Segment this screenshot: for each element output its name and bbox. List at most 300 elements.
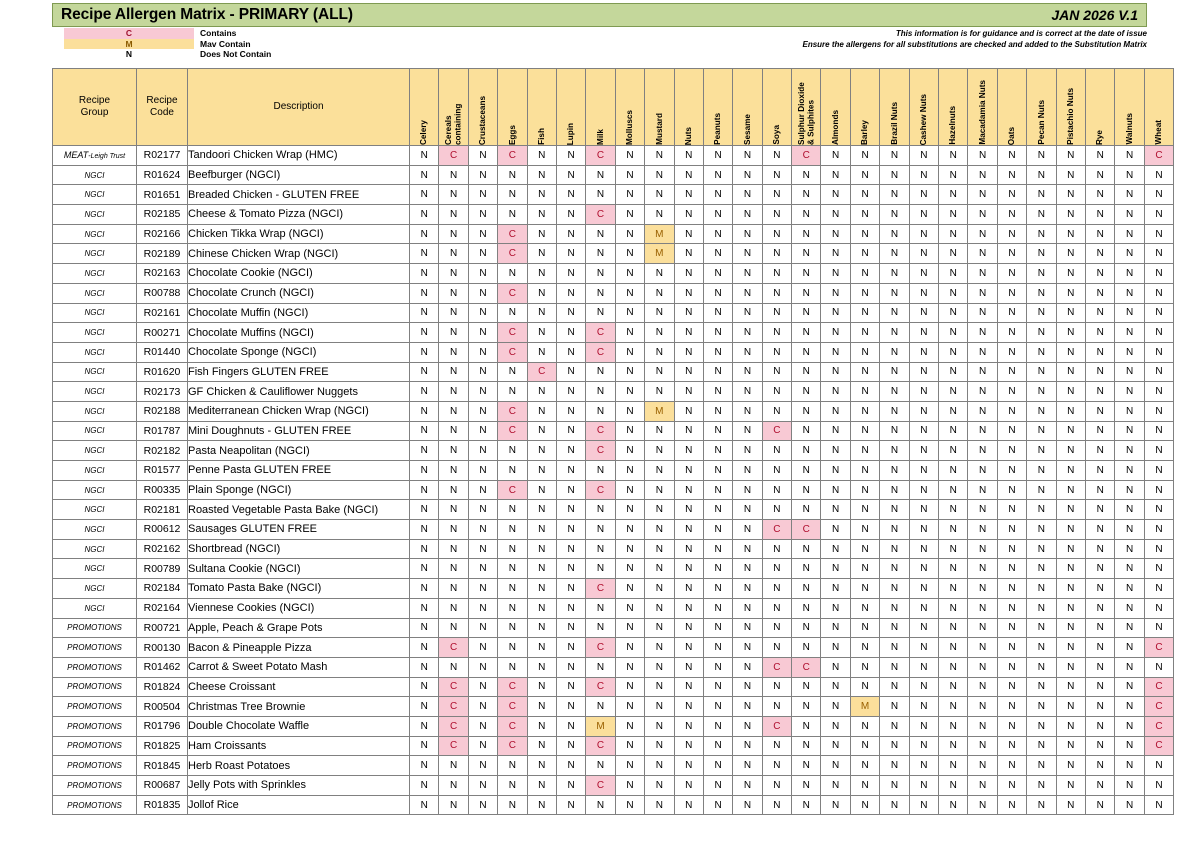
allergen-value-cell: C xyxy=(586,146,615,166)
allergen-value-cell: N xyxy=(468,421,497,441)
recipe-description-cell: Penne Pasta GLUTEN FREE xyxy=(188,461,410,481)
recipe-group-cell: PROMOTIONS xyxy=(53,677,137,697)
allergen-value-cell: N xyxy=(909,618,938,638)
allergen-value-cell: N xyxy=(645,559,674,579)
table-row xyxy=(53,559,1174,579)
allergen-value-cell: N xyxy=(527,264,556,284)
allergen-value-cell: N xyxy=(968,776,997,796)
allergen-value-cell: N xyxy=(1056,146,1085,166)
allergen-value-cell: N xyxy=(850,480,879,500)
allergen-value-cell: N xyxy=(439,598,468,618)
allergen-value-cell: N xyxy=(1056,716,1085,736)
allergen-value-cell: N xyxy=(850,579,879,599)
allergen-value-cell: N xyxy=(615,283,644,303)
allergen-value-cell: N xyxy=(821,677,850,697)
allergen-value-cell: N xyxy=(586,795,615,815)
allergen-value-cell: N xyxy=(1085,283,1114,303)
allergen-value-cell: N xyxy=(498,264,527,284)
allergen-value-cell: N xyxy=(468,736,497,756)
allergen-value-cell: N xyxy=(968,205,997,225)
allergen-value-cell: N xyxy=(733,362,762,382)
column-header-allergen xyxy=(410,69,439,146)
allergen-value-cell: N xyxy=(880,323,909,343)
allergen-value-cell: N xyxy=(615,362,644,382)
allergen-value-cell: N xyxy=(410,362,439,382)
allergen-value-cell: N xyxy=(821,205,850,225)
allergen-value-cell: N xyxy=(586,697,615,717)
recipe-description-cell: Chocolate Muffins (NGCI) xyxy=(188,323,410,343)
allergen-value-cell: N xyxy=(439,520,468,540)
allergen-value-cell: N xyxy=(410,382,439,402)
allergen-value-cell: N xyxy=(1027,303,1056,323)
recipe-description-cell: Chicken Tikka Wrap (NGCI) xyxy=(188,224,410,244)
allergen-value-cell: N xyxy=(968,441,997,461)
allergen-header-label: Hazelnuts xyxy=(948,106,958,145)
allergen-value-cell: C xyxy=(498,244,527,264)
allergen-header-label: Celery xyxy=(419,119,429,145)
allergen-value-cell: N xyxy=(1027,362,1056,382)
allergen-value-cell: N xyxy=(468,205,497,225)
allergen-value-cell: N xyxy=(939,795,968,815)
allergen-value-cell: N xyxy=(468,382,497,402)
allergen-header-label: Sulphur Dioxide & Sulphites xyxy=(796,82,816,145)
allergen-value-cell: N xyxy=(733,638,762,658)
allergen-value-cell: N xyxy=(468,579,497,599)
allergen-value-cell: N xyxy=(1115,657,1144,677)
allergen-value-cell: N xyxy=(880,776,909,796)
recipe-description-cell: GF Chicken & Cauliflower Nuggets xyxy=(188,382,410,402)
allergen-value-cell: N xyxy=(880,303,909,323)
allergen-value-cell: N xyxy=(586,401,615,421)
allergen-value-cell: N xyxy=(762,323,791,343)
allergen-value-cell: N xyxy=(1056,480,1085,500)
allergen-value-cell: N xyxy=(1144,776,1173,796)
recipe-code-cell: R02162 xyxy=(137,539,188,559)
allergen-value-cell: N xyxy=(527,677,556,697)
allergen-value-cell: N xyxy=(968,382,997,402)
allergen-value-cell: N xyxy=(498,618,527,638)
allergen-header-label: Walnuts xyxy=(1124,113,1134,145)
allergen-value-cell: N xyxy=(939,205,968,225)
allergen-value-cell: N xyxy=(410,441,439,461)
allergen-value-cell: N xyxy=(674,401,703,421)
allergen-value-cell: N xyxy=(1115,461,1144,481)
allergen-value-cell: N xyxy=(1115,579,1144,599)
guidance-note-line-1: This information is for guidance and is correct at the date of issue xyxy=(895,29,1147,38)
allergen-value-cell: N xyxy=(410,461,439,481)
allergen-value-cell: N xyxy=(410,500,439,520)
allergen-value-cell: C xyxy=(762,716,791,736)
allergen-value-cell: N xyxy=(674,697,703,717)
allergen-value-cell: N xyxy=(674,716,703,736)
allergen-value-cell: N xyxy=(615,421,644,441)
recipe-code-cell: R00504 xyxy=(137,697,188,717)
allergen-value-cell: N xyxy=(1115,598,1144,618)
allergen-value-cell: N xyxy=(1085,323,1114,343)
recipe-code-cell: R01796 xyxy=(137,716,188,736)
allergen-value-cell: N xyxy=(615,303,644,323)
column-header-allergen xyxy=(939,69,968,146)
allergen-value-cell: N xyxy=(762,146,791,166)
allergen-value-cell: N xyxy=(909,323,938,343)
allergen-value-cell: N xyxy=(498,756,527,776)
allergen-value-cell: N xyxy=(556,559,585,579)
recipe-group-cell: PROMOTIONS xyxy=(53,736,137,756)
allergen-value-cell: N xyxy=(1115,382,1144,402)
allergen-value-cell: N xyxy=(645,362,674,382)
allergen-value-cell: N xyxy=(821,480,850,500)
allergen-value-cell: N xyxy=(909,401,938,421)
allergen-value-cell: N xyxy=(498,795,527,815)
allergen-value-cell: N xyxy=(468,303,497,323)
allergen-value-cell: N xyxy=(762,264,791,284)
allergen-value-cell: C xyxy=(586,579,615,599)
table-row xyxy=(53,362,1174,382)
allergen-value-cell: N xyxy=(939,146,968,166)
allergen-value-cell: N xyxy=(1027,736,1056,756)
allergen-value-cell: N xyxy=(792,500,821,520)
allergen-header-label: Mustard xyxy=(654,113,664,145)
recipe-code-cell: R02161 xyxy=(137,303,188,323)
allergen-value-cell: C xyxy=(1144,146,1173,166)
allergen-value-cell: N xyxy=(1144,461,1173,481)
allergen-value-cell: N xyxy=(645,205,674,225)
allergen-value-cell: N xyxy=(1115,205,1144,225)
allergen-value-cell: N xyxy=(792,224,821,244)
allergen-value-cell: N xyxy=(410,165,439,185)
allergen-value-cell: N xyxy=(1027,224,1056,244)
allergen-value-cell: N xyxy=(703,736,732,756)
recipe-description-cell: Tomato Pasta Bake (NGCI) xyxy=(188,579,410,599)
column-header-allergen xyxy=(880,69,909,146)
allergen-value-cell: N xyxy=(909,677,938,697)
allergen-value-cell: N xyxy=(674,657,703,677)
allergen-value-cell: N xyxy=(997,638,1026,658)
allergen-value-cell: C xyxy=(527,362,556,382)
allergen-value-cell: M xyxy=(645,224,674,244)
allergen-value-cell: N xyxy=(1085,362,1114,382)
recipe-code-cell: R00721 xyxy=(137,618,188,638)
allergen-value-cell: N xyxy=(498,638,527,658)
allergen-value-cell: N xyxy=(410,185,439,205)
recipe-description-cell: Chinese Chicken Wrap (NGCI) xyxy=(188,244,410,264)
allergen-value-cell: N xyxy=(527,224,556,244)
allergen-value-cell: N xyxy=(880,401,909,421)
recipe-group-cell: NGCI xyxy=(53,303,137,323)
allergen-value-cell: N xyxy=(527,756,556,776)
allergen-value-cell: N xyxy=(674,224,703,244)
allergen-value-cell: N xyxy=(410,205,439,225)
allergen-value-cell: N xyxy=(527,165,556,185)
column-header-allergen xyxy=(850,69,879,146)
allergen-value-cell: N xyxy=(880,480,909,500)
column-header-allergen xyxy=(733,69,762,146)
allergen-value-cell: N xyxy=(439,657,468,677)
table-row xyxy=(53,776,1174,796)
allergen-value-cell: C xyxy=(586,776,615,796)
allergen-value-cell: N xyxy=(1144,520,1173,540)
allergen-value-cell: N xyxy=(792,776,821,796)
allergen-value-cell: N xyxy=(703,677,732,697)
allergen-value-cell: N xyxy=(850,500,879,520)
table-row xyxy=(53,736,1174,756)
allergen-value-cell: N xyxy=(645,382,674,402)
allergen-value-cell: N xyxy=(1027,520,1056,540)
allergen-value-cell: N xyxy=(703,441,732,461)
recipe-code-cell: R02189 xyxy=(137,244,188,264)
column-header-allergen xyxy=(1115,69,1144,146)
allergen-value-cell: N xyxy=(733,795,762,815)
allergen-value-cell: N xyxy=(1115,323,1144,343)
allergen-value-cell: N xyxy=(556,244,585,264)
allergen-value-cell: C xyxy=(792,520,821,540)
allergen-value-cell: N xyxy=(586,500,615,520)
allergen-value-cell: N xyxy=(615,146,644,166)
allergen-value-cell: N xyxy=(880,224,909,244)
allergen-value-cell: N xyxy=(850,598,879,618)
allergen-value-cell: N xyxy=(733,441,762,461)
table-row xyxy=(53,303,1174,323)
allergen-value-cell: N xyxy=(439,362,468,382)
allergen-value-cell: N xyxy=(410,657,439,677)
allergen-value-cell: N xyxy=(909,716,938,736)
allergen-value-cell: N xyxy=(792,303,821,323)
allergen-value-cell: N xyxy=(703,539,732,559)
allergen-value-cell: N xyxy=(968,224,997,244)
allergen-value-cell: N xyxy=(1115,146,1144,166)
allergen-value-cell: N xyxy=(880,342,909,362)
allergen-value-cell: N xyxy=(909,382,938,402)
allergen-value-cell: N xyxy=(468,638,497,658)
allergen-value-cell: N xyxy=(410,520,439,540)
allergen-value-cell: N xyxy=(527,520,556,540)
allergen-value-cell: N xyxy=(586,244,615,264)
allergen-value-cell: N xyxy=(615,539,644,559)
allergen-value-cell: N xyxy=(703,657,732,677)
allergen-value-cell: N xyxy=(556,362,585,382)
allergen-value-cell: N xyxy=(1115,559,1144,579)
recipe-description-cell: Pasta Neapolitan (NGCI) xyxy=(188,441,410,461)
allergen-value-cell: N xyxy=(1056,205,1085,225)
allergen-value-cell: N xyxy=(468,323,497,343)
allergen-header-label: Brazil Nuts xyxy=(889,102,899,145)
allergen-value-cell: N xyxy=(880,244,909,264)
allergen-value-cell: N xyxy=(615,382,644,402)
allergen-value-cell: N xyxy=(498,500,527,520)
allergen-value-cell: N xyxy=(1144,165,1173,185)
allergen-value-cell: C xyxy=(586,638,615,658)
column-header-allergen xyxy=(527,69,556,146)
allergen-value-cell: N xyxy=(821,362,850,382)
legend-item xyxy=(52,39,352,50)
allergen-value-cell: N xyxy=(1027,677,1056,697)
allergen-value-cell: C xyxy=(498,283,527,303)
legend-code-may-contain: M xyxy=(64,39,194,50)
allergen-value-cell: N xyxy=(703,224,732,244)
allergen-value-cell: N xyxy=(645,185,674,205)
allergen-value-cell: N xyxy=(615,185,644,205)
allergen-header-label: Eggs xyxy=(507,124,517,145)
allergen-value-cell: N xyxy=(909,657,938,677)
allergen-value-cell: N xyxy=(733,480,762,500)
allergen-value-cell: N xyxy=(586,598,615,618)
allergen-value-cell: N xyxy=(968,736,997,756)
allergen-value-cell: N xyxy=(1085,342,1114,362)
allergen-value-cell: N xyxy=(1027,776,1056,796)
allergen-value-cell: N xyxy=(997,441,1026,461)
allergen-value-cell: N xyxy=(850,342,879,362)
allergen-value-cell: N xyxy=(821,657,850,677)
allergen-value-cell: N xyxy=(792,421,821,441)
allergen-value-cell: N xyxy=(586,165,615,185)
allergen-value-cell: N xyxy=(1027,480,1056,500)
allergen-value-cell: N xyxy=(468,677,497,697)
allergen-value-cell: N xyxy=(410,756,439,776)
guidance-notes xyxy=(802,28,1147,50)
allergen-value-cell: N xyxy=(703,638,732,658)
allergen-value-cell: N xyxy=(1115,185,1144,205)
column-header-allergen xyxy=(821,69,850,146)
allergen-value-cell: N xyxy=(792,579,821,599)
allergen-value-cell: N xyxy=(498,185,527,205)
allergen-value-cell: N xyxy=(821,461,850,481)
allergen-value-cell: N xyxy=(468,776,497,796)
allergen-value-cell: N xyxy=(498,657,527,677)
allergen-value-cell: N xyxy=(1144,559,1173,579)
allergen-value-cell: N xyxy=(674,382,703,402)
allergen-value-cell: N xyxy=(439,401,468,421)
allergen-value-cell: N xyxy=(1027,441,1056,461)
allergen-value-cell: N xyxy=(909,185,938,205)
allergen-value-cell: N xyxy=(703,185,732,205)
allergen-value-cell: N xyxy=(762,618,791,638)
allergen-value-cell: C xyxy=(498,421,527,441)
allergen-value-cell: N xyxy=(703,165,732,185)
allergen-value-cell: N xyxy=(586,185,615,205)
allergen-value-cell: N xyxy=(527,283,556,303)
allergen-value-cell: N xyxy=(821,539,850,559)
allergen-value-cell: N xyxy=(762,283,791,303)
allergen-value-cell: N xyxy=(880,539,909,559)
recipe-description-cell: Herb Roast Potatoes xyxy=(188,756,410,776)
allergen-value-cell: N xyxy=(645,598,674,618)
allergen-value-cell: N xyxy=(1085,303,1114,323)
allergen-value-cell: N xyxy=(997,657,1026,677)
allergen-value-cell: N xyxy=(939,480,968,500)
allergen-value-cell: N xyxy=(792,638,821,658)
recipe-code-cell: R00687 xyxy=(137,776,188,796)
allergen-value-cell: N xyxy=(762,677,791,697)
allergen-value-cell: N xyxy=(850,165,879,185)
allergen-value-cell: N xyxy=(645,283,674,303)
allergen-value-cell: N xyxy=(733,323,762,343)
allergen-value-cell: N xyxy=(880,500,909,520)
allergen-value-cell: N xyxy=(674,500,703,520)
allergen-value-cell: N xyxy=(792,283,821,303)
allergen-value-cell: C xyxy=(439,716,468,736)
allergen-value-cell: N xyxy=(968,323,997,343)
recipe-code-line2: Code xyxy=(150,107,174,118)
allergen-value-cell: N xyxy=(556,421,585,441)
allergen-value-cell: N xyxy=(674,461,703,481)
allergen-value-cell: N xyxy=(1027,500,1056,520)
allergen-value-cell: N xyxy=(762,342,791,362)
legend-label-may-contain: Mav Contain xyxy=(200,38,251,49)
allergen-value-cell: N xyxy=(1115,480,1144,500)
allergen-value-cell: N xyxy=(1056,539,1085,559)
allergen-value-cell: N xyxy=(1115,638,1144,658)
allergen-value-cell: N xyxy=(850,283,879,303)
allergen-value-cell: N xyxy=(792,441,821,461)
recipe-description-cell: Chocolate Muffin (NGCI) xyxy=(188,303,410,323)
allergen-value-cell: N xyxy=(1085,500,1114,520)
allergen-value-cell: N xyxy=(1115,165,1144,185)
allergen-value-cell: N xyxy=(997,421,1026,441)
allergen-value-cell: C xyxy=(586,736,615,756)
allergen-value-cell: N xyxy=(939,401,968,421)
allergen-value-cell: N xyxy=(556,697,585,717)
allergen-value-cell: N xyxy=(1056,244,1085,264)
recipe-code-cell: R02185 xyxy=(137,205,188,225)
allergen-value-cell: N xyxy=(645,618,674,638)
recipe-group-line1: Recipe xyxy=(78,95,111,106)
allergen-value-cell: N xyxy=(586,283,615,303)
allergen-value-cell: N xyxy=(1056,579,1085,599)
allergen-value-cell: N xyxy=(762,303,791,323)
allergen-value-cell: N xyxy=(939,598,968,618)
allergen-value-cell: N xyxy=(1144,244,1173,264)
allergen-value-cell: N xyxy=(468,244,497,264)
allergen-value-cell: N xyxy=(556,638,585,658)
allergen-value-cell: N xyxy=(1056,756,1085,776)
allergen-value-cell: N xyxy=(1144,421,1173,441)
allergen-value-cell: N xyxy=(792,401,821,421)
allergen-header-label: Soya xyxy=(772,125,782,145)
allergen-value-cell: N xyxy=(850,382,879,402)
allergen-value-cell: N xyxy=(997,500,1026,520)
allergen-value-cell: N xyxy=(1085,618,1114,638)
recipe-group-line2: Group xyxy=(80,107,109,118)
allergen-value-cell: N xyxy=(1027,795,1056,815)
recipe-code-cell: R01845 xyxy=(137,756,188,776)
allergen-value-cell: N xyxy=(792,559,821,579)
legend xyxy=(52,28,352,60)
allergen-header-label: Rye xyxy=(1095,129,1105,145)
allergen-value-cell: N xyxy=(1056,461,1085,481)
recipe-code-cell: R02188 xyxy=(137,401,188,421)
allergen-value-cell: N xyxy=(968,539,997,559)
allergen-value-cell: N xyxy=(674,283,703,303)
allergen-value-cell: N xyxy=(939,283,968,303)
allergen-value-cell: N xyxy=(468,146,497,166)
version-label: JAN 2026 V.1 xyxy=(1051,7,1138,23)
column-header-allergen xyxy=(556,69,585,146)
allergen-value-cell: N xyxy=(733,303,762,323)
allergen-value-cell: N xyxy=(1144,185,1173,205)
allergen-value-cell: N xyxy=(821,579,850,599)
allergen-value-cell: N xyxy=(762,480,791,500)
allergen-value-cell: N xyxy=(1027,421,1056,441)
allergen-value-cell: N xyxy=(1056,677,1085,697)
allergen-value-cell: N xyxy=(1115,716,1144,736)
allergen-value-cell: N xyxy=(909,264,938,284)
column-header-allergen xyxy=(439,69,468,146)
allergen-value-cell: N xyxy=(733,520,762,540)
recipe-group-cell: NGCI xyxy=(53,559,137,579)
table-row xyxy=(53,283,1174,303)
allergen-value-cell: N xyxy=(468,500,497,520)
recipe-code-cell: R02173 xyxy=(137,382,188,402)
